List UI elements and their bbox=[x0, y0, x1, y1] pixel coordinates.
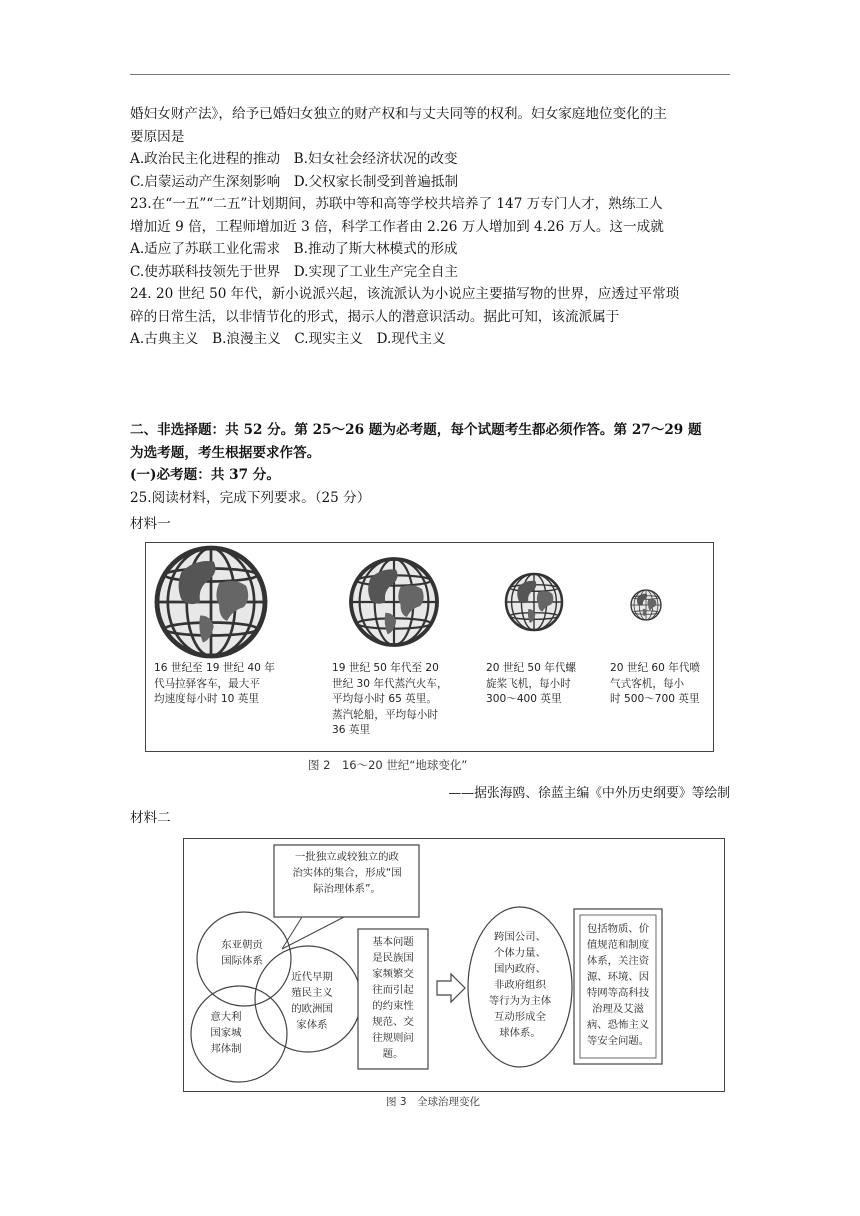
q23-line-1: 23.在“一五”“二五”计划期间，苏联中等和高等学校共培养了 147 万专门人才，熟练工人 bbox=[130, 196, 663, 212]
globe-caption-4: 20 世纪 60 年代喷 气式客机，每小 时 500～700 英里 bbox=[610, 662, 701, 705]
figure-2-source: ——据张海鸥、徐蓝主编《中外历史纲要》等绘制 bbox=[448, 786, 730, 801]
q23-line-2: 增加近 9 倍，工程师增加近 3 倍，科学工作者由 2.26 万人增加到 4.26 万人。这一成就 bbox=[130, 218, 664, 235]
question-25: 25.阅读材料，完成下列要求。（25 分） bbox=[130, 489, 371, 506]
question-24 bbox=[130, 283, 732, 351]
callout-pointer bbox=[282, 917, 344, 949]
q22-options-ab: A.政治民主化进程的推动 B.妇女社会经济状况的改变 bbox=[130, 151, 458, 167]
material-1-label: 材料一 bbox=[130, 516, 171, 532]
figure-2 bbox=[145, 542, 714, 752]
q22-line-1: 婚妇女财产法》，给予已婚妇女独立的财产权和与丈夫同等的权利。妇女家庭地位变化的主 bbox=[130, 106, 667, 122]
q23-options-cd: C.使苏联科技领先于世界 D.实现了工业生产完全自主 bbox=[130, 263, 459, 280]
question-23 bbox=[130, 193, 732, 283]
globe-caption-3: 20 世纪 50 年代螺 旋桨飞机，每小时 300～400 英里 bbox=[486, 662, 577, 705]
globe-icon-2 bbox=[351, 559, 437, 645]
box-problem-text: 基本问题 是民族国 家频繁交 往而引起 的约束性 规范、交 往规则问 题。 bbox=[372, 936, 414, 1060]
q24-options: A.古典主义 B.浪漫主义 C.现实主义 D.现代主义 bbox=[130, 331, 446, 347]
figure-3 bbox=[183, 838, 725, 1092]
circle-b-text: 意大利 国家城 邦体制 bbox=[210, 1011, 242, 1055]
section-2 bbox=[130, 419, 732, 509]
globe-icon-1 bbox=[157, 548, 265, 656]
globe-caption-1: 16 世纪至 19 世纪 40 年 代马拉驿客车，最大平 均速度每小时 10 英里 bbox=[154, 662, 275, 705]
globe-caption-2: 19 世纪 50 年代至 20 世纪 30 年代蒸汽火车， 平均每小时 65 英里。 蒸汽轮船，平均每小时 36 英里 bbox=[332, 662, 448, 736]
q23-options-ab: A.适应了苏联工业化需求 B.推动了斯大林模式的形成 bbox=[130, 241, 458, 257]
globe-graphics bbox=[146, 543, 713, 663]
globe-icon-4 bbox=[631, 590, 661, 620]
required-heading: (一)必考题：共 37 分。 bbox=[130, 467, 280, 483]
circle-a-text: 东亚朝贡 国际体系 bbox=[221, 939, 263, 967]
figure-2-caption: 图 2 16～20 世纪“地球变化” bbox=[308, 758, 468, 772]
material-2-label: 材料二 bbox=[130, 810, 171, 826]
box-issues-text: 包括物质、价 值规范和制度 体系，关注资 源、环境、因 特网等高科技 治理及艾滋 病、恐怖主义 等安全问题。 bbox=[586, 923, 650, 1047]
callout-text: 一批独立或较独立的政 治实体的集合，形成“国 际治理体系”。 bbox=[292, 851, 402, 895]
circle-c-text: 近代早期 殖民主义 的欧洲国 家体系 bbox=[291, 971, 333, 1031]
globe-icon-3 bbox=[506, 574, 562, 630]
section-2-line-1: 二、非选择题：共 52 分。第 25～26 题为必考题，每个试题考生都必须作答。第 27～29 题 bbox=[130, 422, 702, 438]
q22-line-2: 要原因是 bbox=[130, 128, 185, 145]
figure-3-caption: 图 3 全球治理变化 bbox=[386, 1096, 481, 1108]
q22-options-cd: C.启蒙运动产生深刻影响 D.父权家长制受到普遍抵制 bbox=[130, 173, 459, 190]
header-rule bbox=[130, 74, 730, 75]
q24-line-2: 碎的日常生活，以非情节化的形式，揭示人的潜意识活动。据此可知，该流派属于 bbox=[130, 308, 620, 325]
oval-text: 跨国公司、 个体力量、 国内政府、 非政府组织 等行为为主体 互动形成全 球体系。 bbox=[488, 931, 552, 1039]
section-2-line-2: 为选考题，考生根据要求作答。 bbox=[130, 444, 321, 461]
q24-line-1: 24. 20 世纪 50 年代，新小说派兴起，该流派认为小说应主要描写物的世界，应透过平常琐 bbox=[130, 286, 680, 302]
arrow-icon bbox=[437, 974, 465, 1002]
question-22-tail bbox=[130, 103, 732, 193]
